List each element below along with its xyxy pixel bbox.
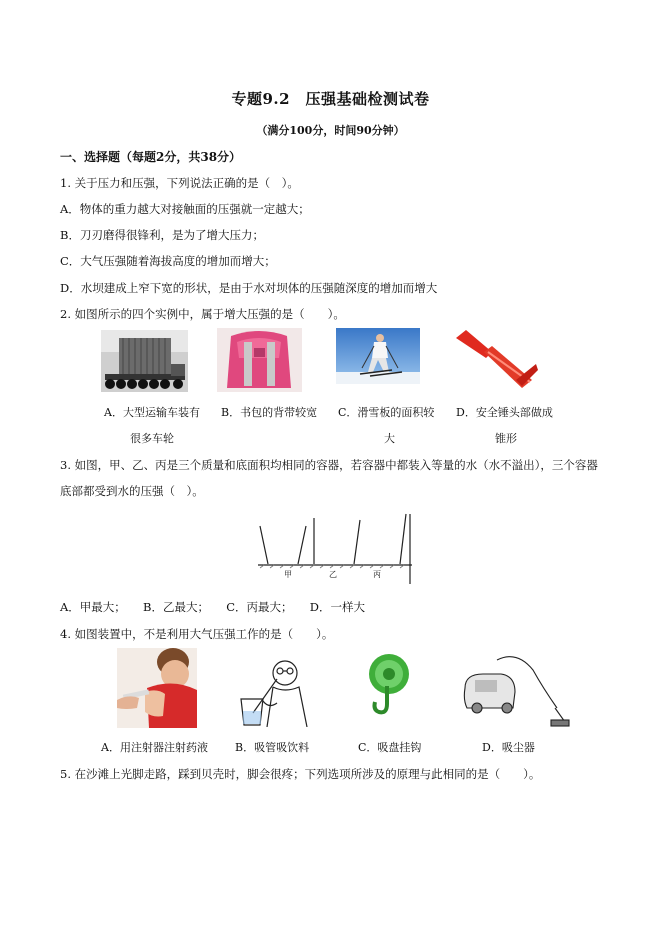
page-title: 专题9.2 压强基础检测试卷 (231, 90, 430, 108)
q2-caption-a-line1: A．大型运输车装有 (104, 406, 200, 419)
q2-caption-d-line1: D．安全锤头部做成 (456, 406, 553, 419)
q1-option-d: D．水坝建成上窄下宽的形状，是由于水对坝体的压强随深度的增加而增大 (60, 281, 438, 295)
q2-caption-d-line2: 锥形 (495, 432, 517, 445)
q3-stem-line1: 3. 如图，甲、乙、丙是三个质量和底面积均相同的容器，若容器中都装入等量的水（水不溢出），三个容器 (60, 458, 598, 472)
q1-option-b: B．刀刃磨得很锋利，是为了增大压力； (60, 228, 264, 242)
suction-hook-image (361, 650, 420, 720)
q4-caption-c: C．吸盘挂钩 (358, 741, 422, 754)
vacuum-cleaner-image (457, 648, 571, 728)
q4-stem: 4. 如图装置中，不是利用大气压强工作的是（ ）。 (60, 627, 334, 641)
q4-caption-a: A．用注射器注射药液 (101, 741, 208, 754)
page-subtitle: （满分100分，时间90分钟） (256, 124, 405, 137)
container-label-yi: 乙 (329, 570, 337, 579)
straw-drinking-image (233, 653, 315, 727)
q2-caption-a-line2: 很多车轮 (130, 432, 174, 445)
q3-options: A．甲最大； B．乙最大； C．丙最大； D．一样大 (60, 600, 366, 614)
q5-stem: 5. 在沙滩上光脚走路，踩到贝壳时，脚会很疼；下列选项所涉及的原理与此相同的是（ ）。 (60, 767, 541, 781)
q1-stem: 1. 关于压力和压强，下列说法正确的是（ ）。 (60, 176, 299, 190)
school-bag-image (217, 328, 302, 392)
q2-caption-c-line2: 大 (384, 432, 395, 445)
safety-hammer-image (452, 328, 540, 390)
section-heading: 一、选择题（每题2分，共38分） (60, 150, 242, 164)
q2-stem: 2. 如图所示的四个实例中，属于增大压强的是（ ）。 (60, 307, 345, 321)
injection-image (117, 648, 197, 728)
skier-image (336, 328, 420, 384)
q1-option-a: A．物体的重力越大对接触面的压强就一定越大； (60, 202, 310, 216)
q4-caption-b: B．吸管吸饮料 (235, 741, 310, 754)
q3-stem-line2: 底部都受到水的压强（ ）。 (60, 484, 204, 498)
q1-option-c: C．大气压强随着海拔高度的增加而增大； (60, 254, 276, 268)
transport-truck-image (101, 330, 188, 392)
q2-caption-b: B．书包的背带较宽 (221, 406, 318, 419)
q4-caption-d: D．吸尘器 (482, 741, 535, 754)
container-label-bing: 丙 (373, 570, 381, 579)
q2-caption-c-line1: C．滑雪板的面积较 (338, 406, 435, 419)
container-label-jia: 甲 (284, 570, 292, 579)
